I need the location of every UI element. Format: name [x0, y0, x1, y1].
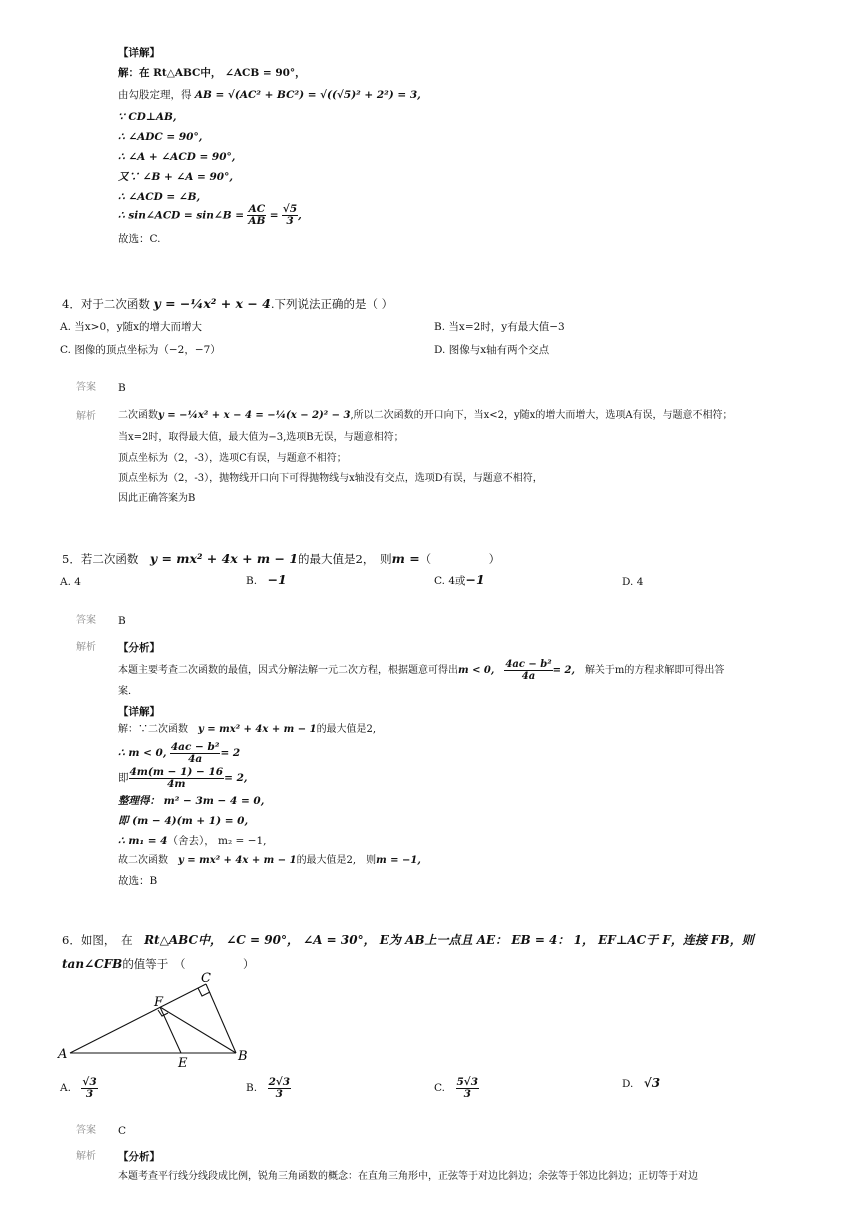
- solution-line: 整理得： m² − 3m − 4 = 0,: [118, 795, 265, 807]
- analysis-line: 当x=2时，取得最大值，最大值为−3,选项B无误，与题意相符；: [118, 432, 404, 443]
- solution-line: 解：在 Rt△ABC中， ∠ACB = 90°，: [118, 67, 306, 79]
- label-b: B: [238, 1049, 248, 1064]
- solution-line: ∴ m₁ = 4（舍去）， m₂ = −1,: [118, 835, 267, 847]
- option-c: C. 图像的顶点坐标为（−2，−7）: [60, 344, 221, 356]
- solution-line: 故选：B: [118, 875, 158, 887]
- analysis-line: 本题考查平行线分线段成比例，锐角三角函数的概念：在直角三角形中，正弦等于对边比斜边；余弦等于邻边比斜边；正切等于对边: [118, 1171, 698, 1182]
- option-b: B. −1: [246, 572, 287, 587]
- answer-value: C: [118, 1125, 127, 1137]
- option-c: C. 4或−1: [434, 572, 485, 587]
- answer-label: 答案: [76, 382, 96, 393]
- answer-label: 答案: [76, 1125, 96, 1136]
- option-b: B. $\frac{2√3}{3}$: [246, 1075, 291, 1100]
- question-6-stem: 6．如图， 在 Rt△ABC中， ∠C = 90°， ∠A = 30°， E为 AB上一点且 AE： EB = 4： 1， EF⊥AC于 F，连接 FB，则: [62, 933, 754, 947]
- fraction: $\frac{AC}{AB}$: [248, 203, 266, 227]
- analysis-line: 顶点坐标为（2，-3），选项C有误，与题意不相符；: [118, 453, 347, 464]
- label-c: C: [201, 971, 211, 986]
- solution-line: ∴ ∠A + ∠ACD = 90°,: [118, 151, 236, 163]
- solution-line: ∴ ∠ADC = 90°,: [118, 131, 203, 143]
- label-f: F: [154, 995, 164, 1010]
- analysis-line: 顶点坐标为（2，-3），抛物线开口向下可得抛物线与x轴没有交点，选项D有误，与题意不相符，: [118, 473, 543, 484]
- analysis-label: 解析: [76, 1151, 96, 1162]
- solution-line: 即 (m − 4)(m + 1) = 0,: [118, 815, 249, 827]
- analysis-line: 二次函数y = −¼x² + x − 4 = −¼(x − 2)² − 3,所以二次函数的开口向下，当x<2，y随x的增大而增大，选项A有误，与题意不相符；: [118, 410, 733, 421]
- solution-line: ∴ sin∠ACD = sin∠B = $\frac{AC}{AB}$ = $\frac{√5}{3}$ ,: [118, 203, 302, 227]
- question-4-stem: 4．对于二次函数 y = −¼x² + x − 4.下列说法正确的是（ ）: [62, 296, 394, 311]
- option-a: A. $\frac{√3}{3}$: [60, 1075, 97, 1100]
- question-6-stem: tan∠CFB的值等于 （ ）: [62, 957, 255, 971]
- option-a: A. 当x>0，y随x的增大而增大: [60, 321, 203, 333]
- segment-fb: [160, 1007, 236, 1053]
- question-5-stem: 5．若二次函数 y = mx² + 4x + m − 1的最大值是2， 则m =（ ）: [62, 551, 501, 566]
- option-b: B. 当x=2时，y有最大值−3: [434, 321, 565, 333]
- analysis-line: 本题主要考查二次函数的最值，因式分解法解一元二次方程，根据题意可得出m < 0, $\frac{\text{4ac − b²}}{4a}$ = 2, 解关于m的方程求解即可得出答: [118, 659, 725, 682]
- answer-value: B: [118, 382, 126, 394]
- solution-line: 即 $\frac{4m(m - 1) - 16}{4m}$ = 2,: [118, 765, 248, 790]
- solution-line: 故二次函数 y = mx² + 4x + m − 1的最大值是2, 则m = −1,: [118, 855, 421, 866]
- option-d: D. 4: [622, 576, 644, 588]
- triangle-figure: [50, 970, 265, 1070]
- option-d: D. √3: [622, 1076, 661, 1090]
- solution-line: ∴ m < 0, $\frac{\text{4ac − b²}}{4a}$ = 2: [118, 740, 241, 765]
- solution-line: ∵ CD⊥AB,: [118, 111, 177, 123]
- detail-heading: 【详解】: [118, 47, 160, 59]
- solution-line: 由勾股定理，得 AB = √(AC² + BC²) = √((√5)² + 2²) = 3,: [118, 89, 421, 101]
- solution-line: 又∵ ∠B + ∠A = 90°,: [118, 171, 234, 183]
- analysis-heading: 【分析】: [118, 1151, 160, 1163]
- analysis-label: 解析: [76, 642, 96, 653]
- answer-label: 答案: [76, 615, 96, 626]
- answer-value: B: [118, 615, 126, 627]
- option-d: D. 图像与x轴有两个交点: [434, 344, 550, 356]
- fraction: $\frac{√5}{3}$: [282, 203, 298, 227]
- analysis-heading: 【分析】: [118, 642, 160, 654]
- segment-cb: [206, 984, 236, 1053]
- analysis-label: 解析: [76, 411, 96, 422]
- label-e: E: [178, 1056, 188, 1070]
- solution-line: ∴ ∠ACD = ∠B,: [118, 191, 201, 203]
- analysis-line: 案．: [118, 686, 138, 697]
- detail-heading: 【详解】: [118, 706, 160, 718]
- segment-ac: [70, 984, 206, 1053]
- solution-line: 故选：C.: [118, 233, 161, 245]
- label-a: A: [58, 1047, 68, 1062]
- analysis-line: 因此正确答案为B: [118, 493, 196, 504]
- option-c: C. $\frac{5√3}{3}$: [434, 1075, 479, 1100]
- option-a: A. 4: [60, 576, 81, 588]
- solution-line: 解：∵二次函数 y = mx² + 4x + m − 1的最大值是2,: [118, 724, 377, 735]
